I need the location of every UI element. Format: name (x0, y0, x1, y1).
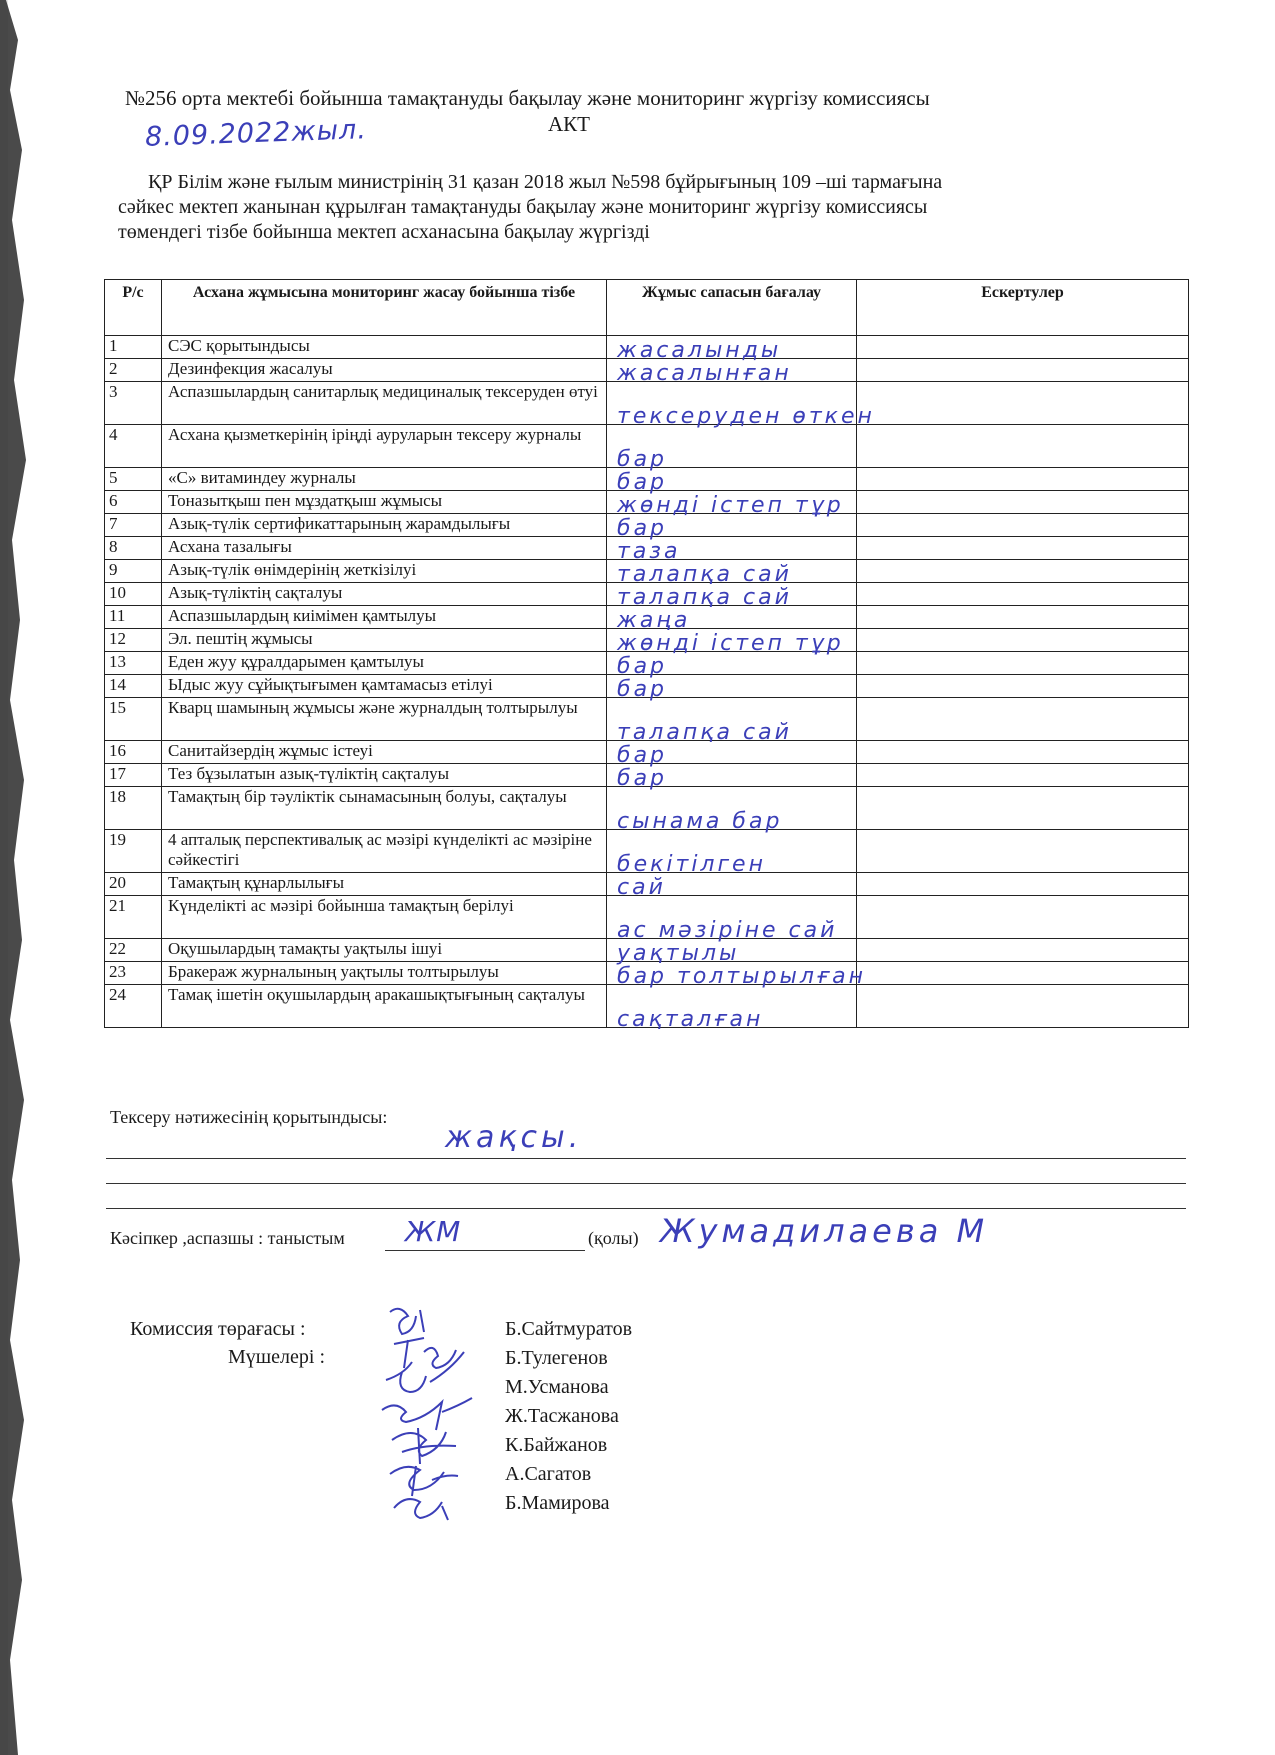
row-quality-cell (607, 425, 857, 472)
row-item: СЭС қорытындысы (162, 336, 607, 359)
row-number: 20 (105, 873, 162, 896)
row-notes (857, 698, 1189, 741)
row-item: Күнделікті ас мәзірі бойынша тамақтың берілуі (162, 896, 607, 939)
row-notes (857, 764, 1189, 787)
table-row (105, 382, 1189, 425)
commission-chair-label: Комиссия төрағасы : (130, 1318, 306, 1340)
row-number: 1 (105, 336, 162, 359)
row-item: «С» витаминдеу журналы (162, 468, 607, 491)
table-row (105, 560, 1189, 583)
initials-underline (385, 1250, 585, 1251)
row-number: 18 (105, 787, 162, 830)
row-quality-cell (607, 698, 857, 745)
commission-member: Б.Мамирова (505, 1492, 610, 1514)
row-number: 10 (105, 583, 162, 606)
row-notes (857, 583, 1189, 606)
row-item: Оқушылардың тамақты уақтылы ішуі (162, 939, 607, 962)
commission-member: М.Усманова (505, 1376, 609, 1398)
row-quality: бар (617, 677, 668, 702)
row-quality-cell (607, 560, 857, 587)
table-row (105, 652, 1189, 675)
row-quality: бар (617, 516, 668, 541)
monitoring-table (104, 279, 1189, 1032)
row-item: Санитайзердің жұмыс істеуі (162, 741, 607, 764)
row-quality: сақталған (617, 1007, 764, 1032)
commission-member: К.Байжанов (505, 1434, 608, 1456)
row-number: 16 (105, 741, 162, 764)
table-row (105, 764, 1189, 787)
row-notes (857, 491, 1189, 514)
col-header-notes: Ескертулер (857, 280, 1189, 336)
row-notes (857, 336, 1189, 359)
table-row (105, 830, 1189, 873)
row-notes (857, 741, 1189, 764)
row-quality-cell (607, 359, 857, 386)
commission-member: Ж.Тасжанова (505, 1405, 619, 1427)
conclusion-value: жақсы. (445, 1120, 583, 1155)
row-number: 3 (105, 382, 162, 425)
row-item: Асхана тазалығы (162, 537, 607, 560)
row-quality: уақтылы (617, 941, 740, 966)
row-quality: жасалынды (617, 338, 782, 363)
row-notes (857, 787, 1189, 830)
row-number: 14 (105, 675, 162, 698)
commission-member: А.Сагатов (505, 1463, 592, 1485)
row-quality: жөнді істеп тұр (617, 631, 844, 656)
row-quality-cell (607, 629, 857, 656)
row-notes (857, 359, 1189, 382)
row-number: 9 (105, 560, 162, 583)
intro-line: сәйкес мектеп жанынан құрылған тамақтануды бақылау және мониторинг жүргізу комиссиясы (118, 196, 928, 218)
row-quality-cell (607, 491, 857, 518)
row-notes (857, 985, 1189, 1028)
table-row (105, 359, 1189, 382)
table-row (105, 336, 1189, 359)
table-row (105, 675, 1189, 698)
table-row (105, 741, 1189, 764)
row-item: Тоназытқыш пен мұздатқыш жұмысы (162, 491, 607, 514)
row-notes (857, 939, 1189, 962)
table-row (105, 606, 1189, 629)
row-quality-cell (607, 896, 857, 943)
row-quality-cell (607, 675, 857, 702)
row-notes (857, 514, 1189, 537)
row-item: Аспазшылардың киімімен қамтылуы (162, 606, 607, 629)
row-quality-cell (607, 985, 857, 1032)
row-notes (857, 382, 1189, 425)
intro-paragraph (118, 170, 1178, 245)
row-number: 15 (105, 698, 162, 741)
row-item: Азық-түліктің сақталуы (162, 583, 607, 606)
row-notes (857, 606, 1189, 629)
row-quality: бар толтырылған (617, 964, 867, 989)
row-item: Эл. пештің жұмысы (162, 629, 607, 652)
row-quality: бар (617, 766, 668, 791)
row-notes (857, 425, 1189, 468)
row-number: 2 (105, 359, 162, 382)
conclusion-line (106, 1183, 1186, 1184)
handwritten-date: 8.09.2022жыл. (144, 114, 368, 153)
col-header-num: Р/с (105, 280, 162, 336)
row-number: 24 (105, 985, 162, 1028)
row-notes (857, 962, 1189, 985)
table-row (105, 629, 1189, 652)
row-quality-cell (607, 468, 857, 495)
table-row (105, 514, 1189, 537)
row-quality: бар (617, 470, 668, 495)
row-notes (857, 560, 1189, 583)
row-item: 4 апталық перспективалық ас мәзірі күнделікті ас мәзіріне сәйкестігі (162, 830, 607, 873)
row-notes (857, 652, 1189, 675)
acknowledgement-label: Кәсіпкер ,аспазшы : таныстым (110, 1228, 345, 1248)
row-number: 6 (105, 491, 162, 514)
row-number: 11 (105, 606, 162, 629)
row-number: 4 (105, 425, 162, 468)
table-row (105, 583, 1189, 606)
row-number: 12 (105, 629, 162, 652)
row-number: 8 (105, 537, 162, 560)
row-number: 7 (105, 514, 162, 537)
document-type: АКТ (548, 112, 590, 136)
row-item: Тамақтың бір тәуліктік сынамасының болуы, сақталуы (162, 787, 607, 830)
table-row (105, 468, 1189, 491)
row-quality: жаңа (617, 608, 691, 633)
row-quality-cell (607, 787, 857, 834)
row-item: Тамақ ішетін оқушылардың аракашықтығының сақталуы (162, 985, 607, 1028)
row-number: 17 (105, 764, 162, 787)
row-item: Азық-түлік өнімдерінің жеткізілуі (162, 560, 607, 583)
row-item: Ыдыс жуу сұйықтығымен қамтамасыз етілуі (162, 675, 607, 698)
row-item: Аспазшылардың санитарлық медициналық тексеруден өтуі (162, 382, 607, 425)
table-row (105, 873, 1189, 896)
signature-label: (қолы) (588, 1228, 639, 1248)
row-notes (857, 830, 1189, 873)
intro-line: төмендегі тізбе бойынша мектеп асханасына бақылау жүргізді (118, 221, 650, 243)
row-number: 23 (105, 962, 162, 985)
row-notes (857, 629, 1189, 652)
commission-member: Б.Тулегенов (505, 1347, 608, 1369)
row-item: Еден жуу құралдарымен қамтылуы (162, 652, 607, 675)
row-item: Тез бұзылатын азық-түліктің сақталуы (162, 764, 607, 787)
row-quality-cell (607, 336, 857, 363)
handwritten-name: Жумадилаева М (660, 1212, 989, 1250)
row-quality: бар (617, 743, 668, 768)
row-quality: бекітілген (617, 852, 766, 877)
row-quality-cell (607, 962, 867, 989)
commission-signatures (372, 1302, 512, 1532)
row-quality-cell (607, 583, 857, 610)
row-number: 19 (105, 830, 162, 873)
document-title: №256 орта мектебі бойынша тамақтануды бақылау және мониторинг жүргізу комиссиясы (125, 86, 930, 110)
table-row (105, 939, 1189, 962)
row-quality: жөнді істеп тұр (617, 493, 844, 518)
row-item: Бракераж журналының уақтылы толтырылуы (162, 962, 607, 985)
table-row (105, 896, 1189, 939)
row-quality: ас мәзіріне сай (617, 918, 838, 943)
table-row (105, 962, 1189, 985)
row-item: Дезинфекция жасалуы (162, 359, 607, 382)
row-quality: таза (617, 539, 681, 564)
table-row (105, 425, 1189, 468)
row-notes (857, 896, 1189, 939)
table-body (105, 336, 1189, 1032)
table-row (105, 491, 1189, 514)
row-notes (857, 873, 1189, 896)
row-quality: жасалынған (617, 361, 792, 386)
col-header-quality: Жұмыс сапасын бағалау (607, 280, 857, 336)
row-quality-cell (607, 537, 857, 564)
table-row (105, 787, 1189, 830)
conclusion-line (106, 1158, 1186, 1159)
row-quality: бар (617, 447, 668, 472)
scan-edge-artifact (0, 0, 40, 1755)
row-number: 5 (105, 468, 162, 491)
row-quality: сынама бар (617, 809, 783, 834)
row-notes (857, 468, 1189, 491)
commission-member: Б.Сайтмуратов (505, 1318, 633, 1340)
row-number: 21 (105, 896, 162, 939)
row-quality: талапқа сай (617, 585, 792, 610)
row-notes (857, 675, 1189, 698)
row-item: Азық-түлік сертификаттарының жарамдылығы (162, 514, 607, 537)
row-number: 22 (105, 939, 162, 962)
row-quality: талапқа сай (617, 720, 792, 745)
row-item: Тамақтың құнарлылығы (162, 873, 607, 896)
row-quality: тексеруден өткен (617, 404, 875, 429)
intro-line: ҚР Білім және ғылым министрінің 31 қазан 2018 жыл №598 бұйрығының 109 –шi тармағына (148, 171, 943, 193)
table-row (105, 537, 1189, 560)
table-row (105, 698, 1189, 741)
row-quality: бар (617, 654, 668, 679)
table-row (105, 985, 1189, 1028)
conclusion-label: Тексеру нәтижесінің қорытындысы: (110, 1107, 388, 1127)
row-quality-cell (607, 764, 857, 791)
row-quality: сай (617, 875, 666, 900)
row-quality-cell (607, 382, 875, 429)
row-quality-cell (607, 830, 857, 877)
row-quality: талапқа сай (617, 562, 792, 587)
row-notes (857, 537, 1189, 560)
row-item: Асхана қызметкерінің іріңді ауруларын тексеру журналы (162, 425, 607, 468)
row-number: 13 (105, 652, 162, 675)
handwritten-initials: ЖМ (405, 1215, 462, 1248)
col-header-item: Асхана жұмысына мониторинг жасау бойынша тізбе (162, 280, 607, 336)
row-item: Кварц шамының жұмысы және журналдың толтырылуы (162, 698, 607, 741)
conclusion-line (106, 1208, 1186, 1209)
commission-members-label: Мүшелері : (228, 1346, 326, 1368)
